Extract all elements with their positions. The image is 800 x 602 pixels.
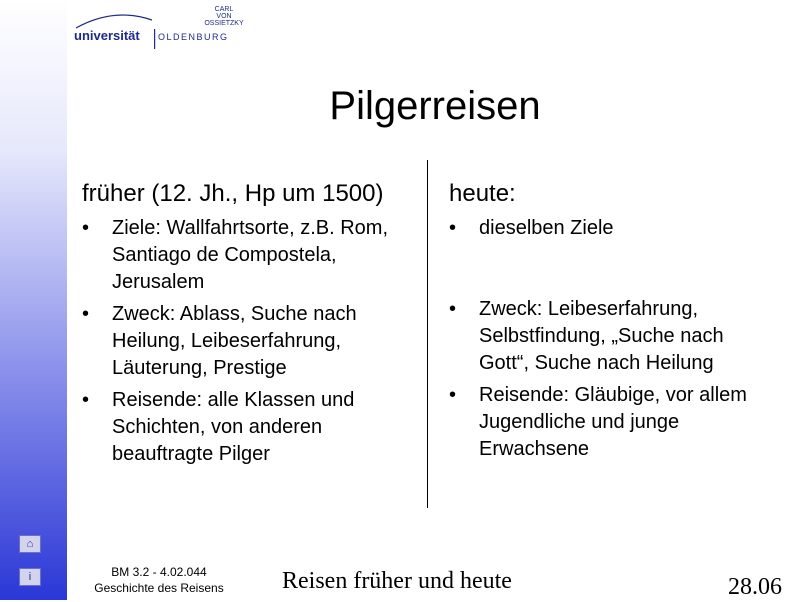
list-item xyxy=(449,296,779,377)
bullet-marker: • xyxy=(449,298,457,320)
logo-separator xyxy=(154,29,155,49)
bullet-marker: • xyxy=(82,389,90,411)
left-column xyxy=(82,180,417,473)
footer-title: Reisen früher und heute xyxy=(282,568,512,594)
university-logo xyxy=(74,2,254,50)
right-column-heading: heute: xyxy=(449,180,516,207)
slide-title: Pilgerreisen xyxy=(329,84,541,128)
logo-line2: VON xyxy=(216,13,232,20)
list-item xyxy=(449,215,779,264)
logo-city: OLDENBURG xyxy=(158,32,229,42)
sidebar-gradient xyxy=(0,0,67,600)
bullet-marker: • xyxy=(82,303,90,325)
logo-university: universität xyxy=(74,28,140,43)
list-item-text: Ziele: Wallfahrtsorte, z.B. Rom, Santiago de Compostela, Jerusalem xyxy=(112,217,388,293)
bullet-marker: • xyxy=(449,384,457,406)
info-icon-glyph: i xyxy=(28,571,32,583)
left-column-heading: früher (12. Jh., Hp um 1500) xyxy=(82,180,384,207)
bullet-marker: • xyxy=(449,217,457,239)
list-item xyxy=(82,215,417,296)
list-item-text: dieselben Ziele xyxy=(479,217,614,239)
list-item-text: Zweck: Leibeserfahrung, Selbstfindung, „Suche nach Gott“, Suche nach Heilung xyxy=(479,298,724,374)
footer-course-code: BM 3.2 - 4.02.044 xyxy=(111,565,207,579)
logo-line3: OSSIETZKY xyxy=(204,20,244,27)
list-item xyxy=(82,301,417,382)
home-icon-glyph: ⌂ xyxy=(26,538,34,550)
footer-course-info xyxy=(80,564,238,596)
list-item-text: Reisende: Gläubige, vor allem Jugendliche und junge Erwachsene xyxy=(479,384,747,460)
logo-arc xyxy=(76,15,152,28)
right-bullet-list xyxy=(449,215,779,463)
list-item xyxy=(82,387,417,468)
home-icon[interactable] xyxy=(19,535,41,553)
right-column xyxy=(449,180,779,468)
footer-date: 28.06 xyxy=(728,574,782,600)
list-item-text: Zweck: Ablass, Suche nach Heilung, Leibeserfahrung, Läuterung, Prestige xyxy=(112,303,357,379)
column-divider xyxy=(427,160,428,508)
list-item-text: Reisende: alle Klassen und Schichten, von anderen beauftragte Pilger xyxy=(112,389,355,465)
list-item xyxy=(449,382,779,463)
footer-course-name: Geschichte des Reisens xyxy=(94,581,224,595)
bullet-marker: • xyxy=(82,217,90,239)
info-icon[interactable] xyxy=(19,568,41,586)
left-bullet-list xyxy=(82,215,417,468)
logo-line1: CARL xyxy=(214,6,234,13)
